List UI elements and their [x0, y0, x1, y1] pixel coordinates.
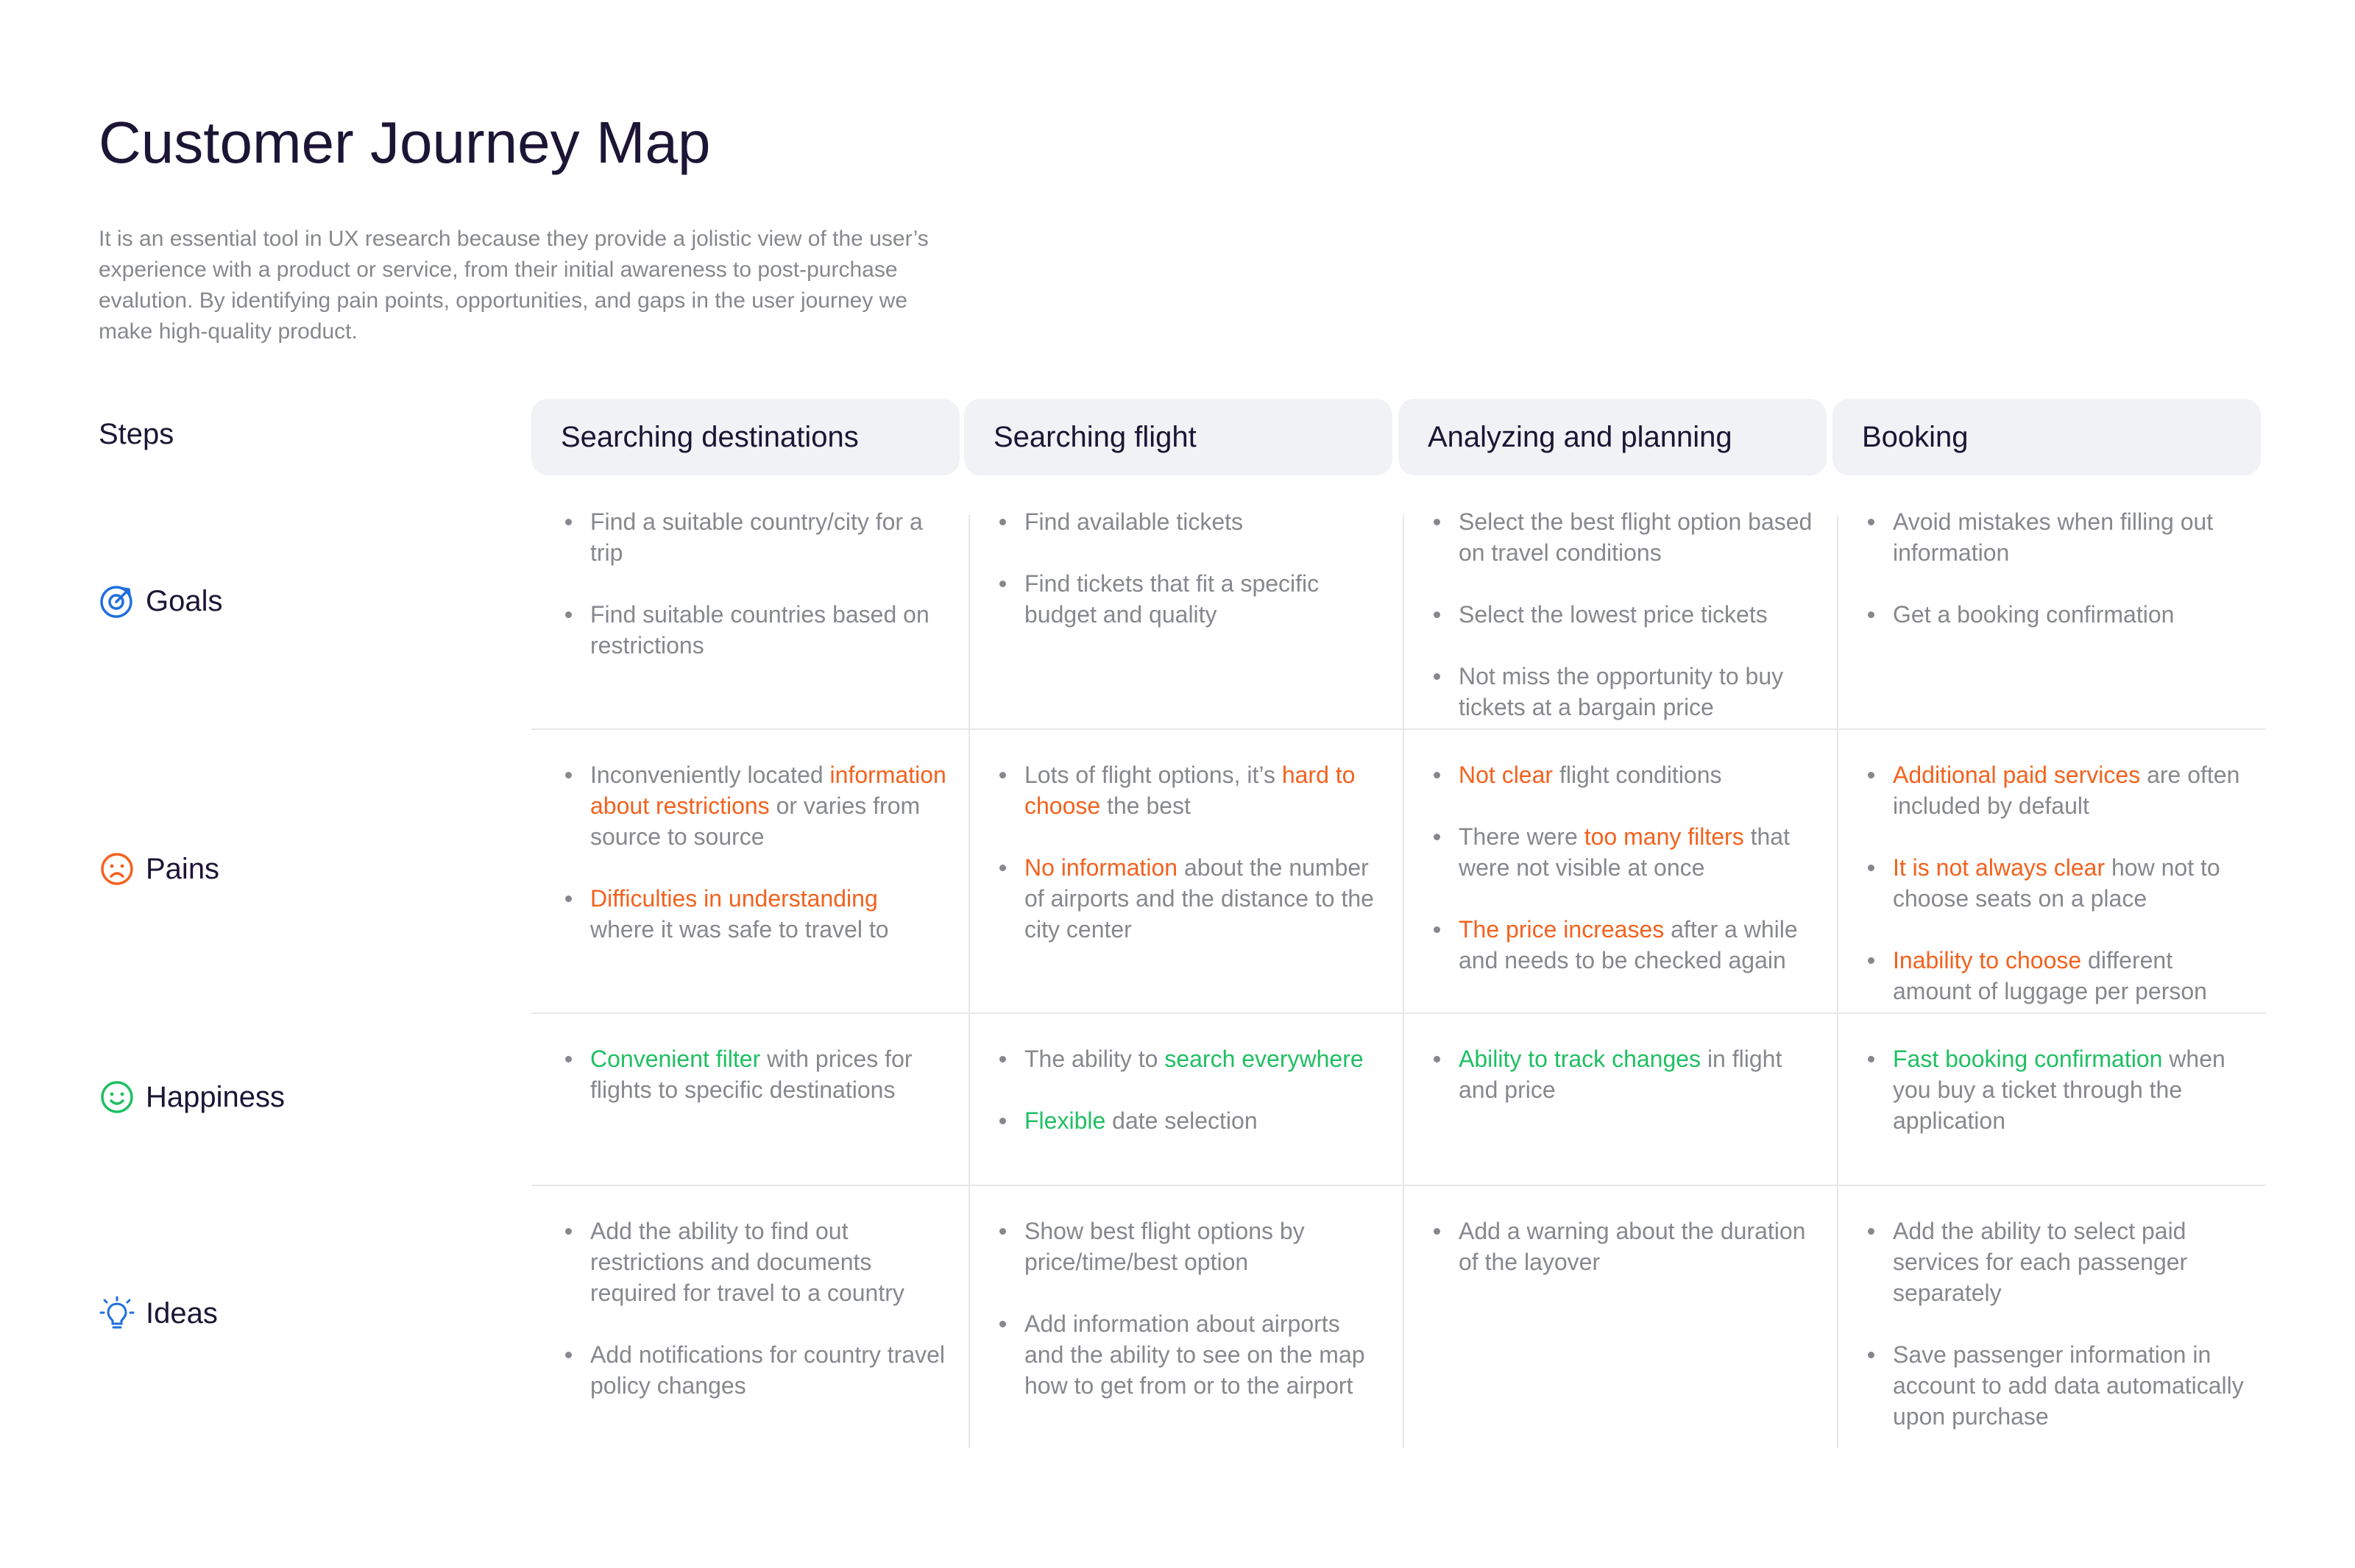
happiness-cell-searching-destinations [565, 1043, 948, 1136]
highlight-text: Convenient filter [590, 1046, 761, 1072]
list-item [565, 759, 948, 852]
bullet-list [999, 759, 1382, 945]
list-item [1434, 506, 1816, 568]
list-item [999, 759, 1382, 821]
row-divider [531, 1185, 2265, 1186]
row-label-text: Ideas [146, 1296, 218, 1330]
goals-cell-analyzing-planning [1434, 506, 1816, 753]
pains-cell-booking [1868, 759, 2250, 1037]
item-text: or varies from source to source [590, 792, 921, 850]
item-text: Get a booking confirmation [1893, 601, 2175, 628]
item-text: different amount of luggage per person [1893, 947, 2207, 1004]
happy-face-icon [99, 1079, 135, 1115]
page-description: It is an essential tool in UX research because they provide a jolistic view of the user’s experience with a product or service, from their initial awareness to post-purchase evalution. By identifying pain points, opportunities, and gaps in the user journey we make high-quality product. [99, 227, 929, 344]
item-text: flight conditions [1553, 762, 1722, 788]
column-divider [1837, 515, 1838, 1448]
list-item [1434, 599, 1816, 630]
list-item [999, 1043, 1382, 1074]
item-text: There were [1459, 823, 1584, 850]
list-item [999, 568, 1382, 630]
list-item [1434, 661, 1816, 723]
row-label-goals [99, 583, 223, 620]
highlight-text: search everywhere [1164, 1046, 1364, 1072]
highlight-text: The price increases [1459, 916, 1665, 943]
list-item [999, 1216, 1382, 1277]
column-divider [1403, 515, 1404, 1448]
bullet-list [565, 1216, 948, 1401]
list-item [565, 599, 948, 661]
highlight-text: Flexible [1024, 1107, 1106, 1134]
item-text: Lots of flight options, it’s [1024, 762, 1282, 788]
highlight-text: Fast booking confirmation [1893, 1046, 2163, 1072]
row-label-ideas [99, 1295, 218, 1332]
bullet-list [1868, 1216, 2250, 1432]
happiness-cell-booking [1868, 1043, 2250, 1167]
item-text: that were not visible at once [1459, 823, 1790, 881]
list-item [999, 1308, 1382, 1401]
bullet-list [1434, 1216, 1816, 1277]
highlight-text: too many filters [1584, 823, 1744, 850]
item-text: date selection [1105, 1107, 1258, 1134]
happiness-cell-analyzing-planning [1434, 1043, 1816, 1136]
list-item [565, 883, 948, 945]
list-item [1868, 1043, 2250, 1136]
item-text: Find suitable countries based on restrictions [590, 601, 929, 659]
list-item [1434, 914, 1816, 976]
list-item [565, 1216, 948, 1308]
item-text: Not miss the opportunity to buy tickets at a bargain price [1459, 663, 1784, 720]
item-text: Add the ability to find out restrictions and documents required for travel to a country [590, 1218, 904, 1306]
item-text: Add the ability to select paid services for each passenger separately [1893, 1218, 2188, 1306]
list-item [999, 852, 1382, 945]
bullet-list [1434, 759, 1816, 976]
row-label-text: Goals [146, 584, 223, 617]
item-text: The ability to [1024, 1046, 1165, 1072]
bullet-list [999, 1043, 1382, 1136]
item-text: Save passenger information in account to add data automatically upon purchase [1893, 1341, 2244, 1430]
list-item [565, 1339, 948, 1401]
highlight-text: Not clear [1459, 762, 1554, 788]
goals-cell-searching-flight [999, 506, 1382, 661]
list-item [999, 1105, 1382, 1136]
target-icon [99, 583, 135, 620]
sad-face-icon [99, 851, 135, 887]
pains-cell-analyzing-planning [1434, 759, 1816, 1007]
list-item [1868, 599, 2250, 630]
step-header-booking: Booking [1832, 399, 2261, 475]
bullet-list [565, 506, 948, 661]
list-item [1868, 506, 2250, 568]
item-text: where it was safe to travel to [590, 916, 889, 943]
step-header-searching-flight: Searching flight [964, 399, 1392, 475]
item-text: in flight and price [1459, 1046, 1782, 1103]
item-text: after a while and needs to be checked again [1459, 916, 1798, 973]
item-text: are often included by default [1893, 762, 2240, 819]
highlight-text: Inability to choose [1893, 947, 2082, 973]
list-item [1868, 945, 2250, 1007]
highlight-text: Difficulties in understanding [590, 885, 878, 912]
list-item [1434, 1216, 1816, 1277]
bullet-list [565, 1043, 948, 1105]
page-title: Customer Journey Map [99, 110, 711, 175]
item-text: Add notifications for country travel policy changes [590, 1341, 946, 1399]
list-item [1434, 1043, 1816, 1105]
bullet-list [1868, 506, 2250, 630]
column-divider [968, 515, 970, 1448]
steps-label: Steps [99, 418, 174, 450]
item-text: Add information about airports and the ability to see on the map how to get from or to the airport [1024, 1310, 1365, 1399]
item-text: Select the best flight option based on travel conditions [1459, 508, 1813, 566]
list-item [565, 506, 948, 568]
list-item [1868, 852, 2250, 914]
highlight-text: It is not always clear [1893, 854, 2106, 881]
item-text: with prices for flights to specific destinations [590, 1046, 913, 1103]
bullet-list [999, 1216, 1382, 1401]
item-text: when you buy a ticket through the application [1893, 1046, 2225, 1134]
highlight-text: hard to choose [1024, 762, 1356, 819]
highlight-text: No information [1024, 854, 1178, 881]
row-label-text: Pains [146, 852, 220, 885]
bullet-list [1434, 506, 1816, 723]
bullet-list [565, 759, 948, 945]
row-label-happiness [99, 1079, 285, 1115]
item-text: Select the lowest price tickets [1459, 601, 1768, 628]
item-text: Find tickets that fit a specific budget and quality [1024, 570, 1320, 628]
list-item [1434, 821, 1816, 883]
item-text: Find available tickets [1024, 508, 1244, 535]
list-item [1434, 759, 1816, 790]
list-item [1868, 1216, 2250, 1308]
bullet-list [1868, 1043, 2250, 1136]
ideas-cell-searching-flight [999, 1216, 1382, 1432]
item-text: the best [1100, 792, 1191, 819]
row-label-text: Happiness [146, 1080, 286, 1113]
ideas-cell-analyzing-planning [1434, 1216, 1816, 1308]
bullet-list [1868, 759, 2250, 1007]
highlight-text: information about restrictions [590, 762, 946, 819]
item-text: about the number of airports and the distance to the city center [1024, 854, 1374, 943]
item-text: Add a warning about the duration of the layover [1459, 1218, 1806, 1275]
step-header-analyzing-planning: Analyzing and planning [1398, 399, 1827, 475]
lightbulb-icon [99, 1295, 135, 1332]
list-item [1868, 1339, 2250, 1432]
list-item [565, 1043, 948, 1105]
row-divider [531, 728, 2265, 730]
item-text: Show best flight options by price/time/best option [1024, 1218, 1305, 1275]
goals-cell-booking [1868, 506, 2250, 661]
bullet-list [1434, 1043, 1816, 1105]
happiness-cell-searching-flight [999, 1043, 1382, 1167]
item-text: Inconveniently located [590, 762, 830, 788]
goals-cell-searching-destinations [565, 506, 948, 692]
bullet-list [999, 506, 1382, 630]
row-label-pains [99, 851, 219, 887]
item-text: Avoid mistakes when filling out information [1893, 508, 2214, 566]
ideas-cell-booking [1868, 1216, 2250, 1463]
item-text: Find a suitable country/city for a trip [590, 508, 923, 566]
highlight-text: Additional paid services [1893, 762, 2141, 788]
list-item [999, 506, 1382, 537]
item-text: how not to choose seats on a place [1893, 854, 2220, 912]
pains-cell-searching-flight [999, 759, 1382, 976]
ideas-cell-searching-destinations [565, 1216, 948, 1432]
pains-cell-searching-destinations [565, 759, 948, 976]
list-item [1868, 759, 2250, 821]
step-header-searching-destinations: Searching destinations [531, 399, 960, 475]
highlight-text: Ability to track changes [1459, 1046, 1701, 1072]
